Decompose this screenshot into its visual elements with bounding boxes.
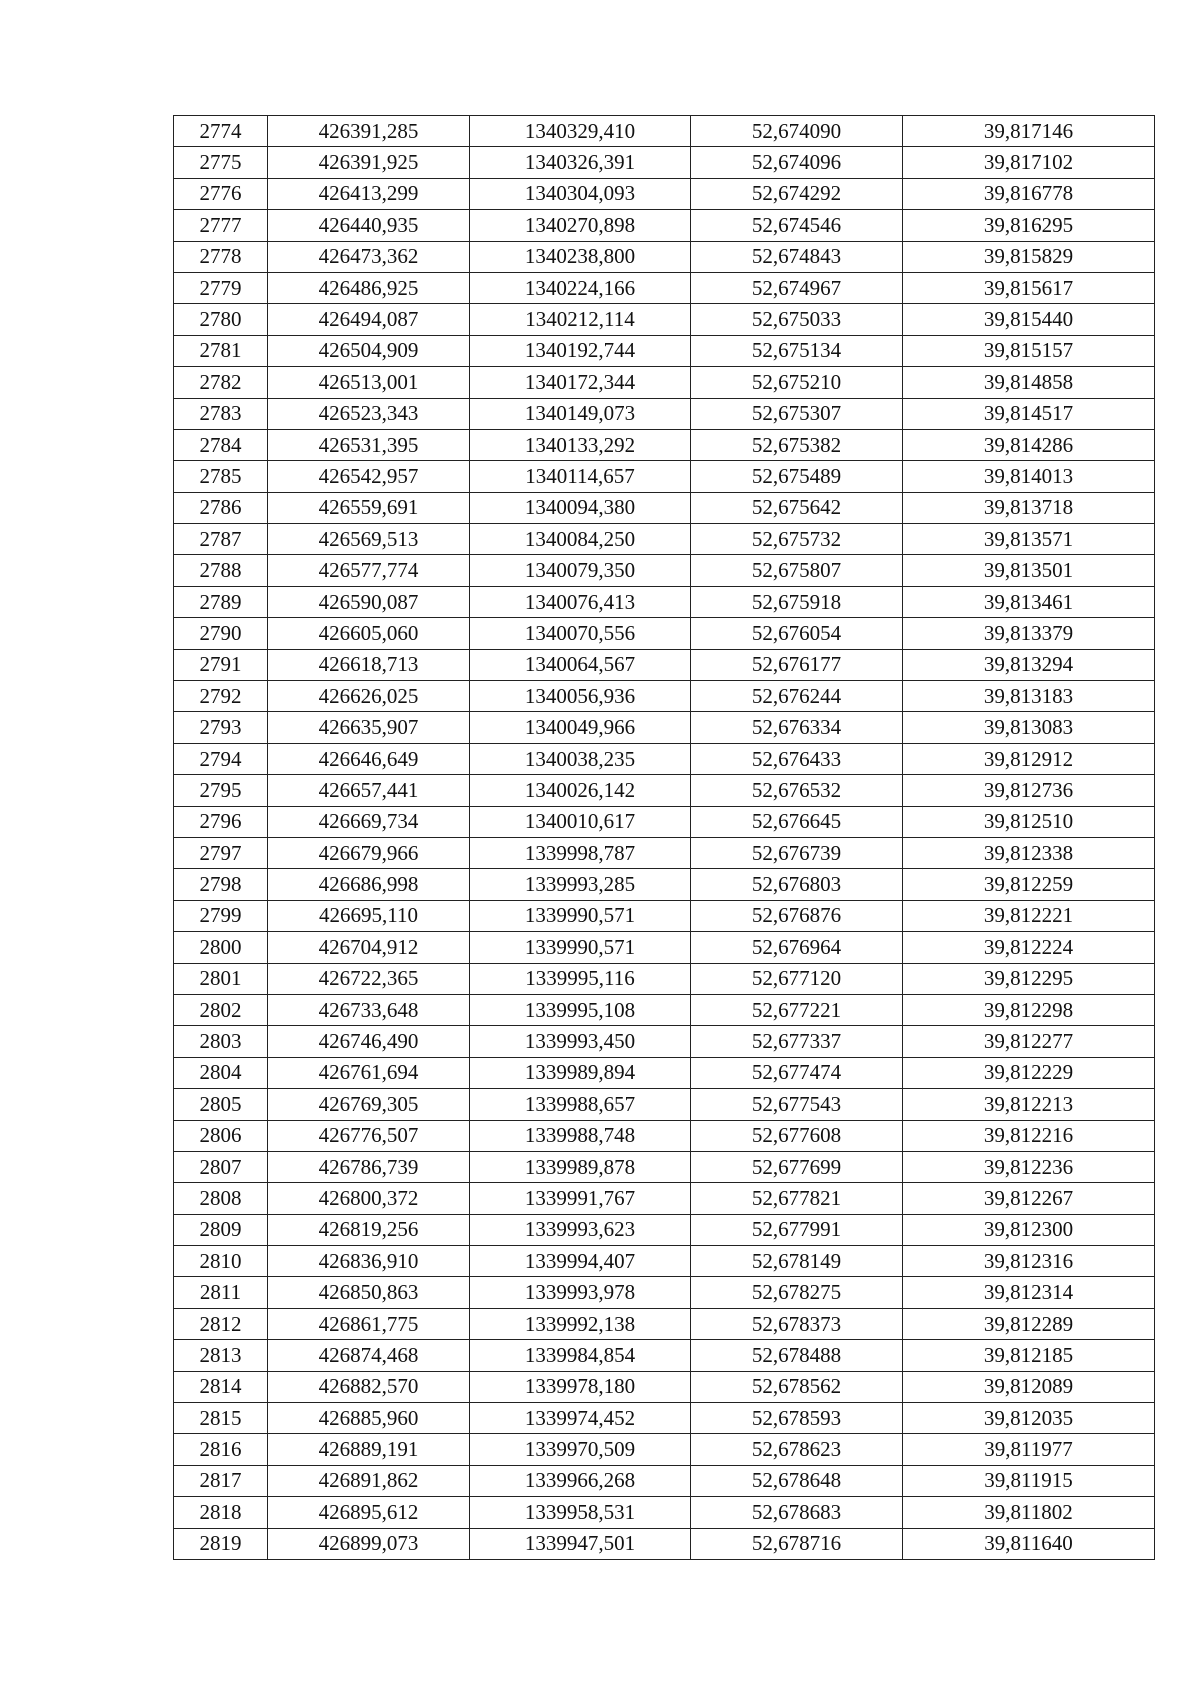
x-coordinate-cell: 426695,110 bbox=[268, 900, 470, 931]
longitude-cell: 39,812277 bbox=[903, 1026, 1155, 1057]
x-coordinate-cell: 426874,468 bbox=[268, 1340, 470, 1371]
point-number-cell: 2810 bbox=[174, 1246, 268, 1277]
y-coordinate-cell: 1340114,657 bbox=[470, 461, 691, 492]
point-number-cell: 2800 bbox=[174, 932, 268, 963]
x-coordinate-cell: 426413,299 bbox=[268, 178, 470, 209]
latitude-cell: 52,676177 bbox=[691, 649, 903, 680]
point-number-cell: 2774 bbox=[174, 116, 268, 147]
x-coordinate-cell: 426722,365 bbox=[268, 963, 470, 994]
x-coordinate-cell: 426679,966 bbox=[268, 837, 470, 868]
latitude-cell: 52,674967 bbox=[691, 272, 903, 303]
latitude-cell: 52,675918 bbox=[691, 586, 903, 617]
x-coordinate-cell: 426391,285 bbox=[268, 116, 470, 147]
y-coordinate-cell: 1339993,978 bbox=[470, 1277, 691, 1308]
latitude-cell: 52,676739 bbox=[691, 837, 903, 868]
point-number-cell: 2805 bbox=[174, 1089, 268, 1120]
x-coordinate-cell: 426531,395 bbox=[268, 429, 470, 460]
longitude-cell: 39,815440 bbox=[903, 304, 1155, 335]
point-number-cell: 2815 bbox=[174, 1403, 268, 1434]
x-coordinate-cell: 426895,612 bbox=[268, 1497, 470, 1528]
table-row bbox=[174, 116, 1155, 147]
longitude-cell: 39,817146 bbox=[903, 116, 1155, 147]
point-number-cell: 2789 bbox=[174, 586, 268, 617]
point-number-cell: 2817 bbox=[174, 1465, 268, 1496]
longitude-cell: 39,813571 bbox=[903, 524, 1155, 555]
table-row bbox=[174, 461, 1155, 492]
longitude-cell: 39,812912 bbox=[903, 743, 1155, 774]
longitude-cell: 39,815829 bbox=[903, 241, 1155, 272]
point-number-cell: 2785 bbox=[174, 461, 268, 492]
table-row bbox=[174, 837, 1155, 868]
y-coordinate-cell: 1340133,292 bbox=[470, 429, 691, 460]
latitude-cell: 52,675210 bbox=[691, 367, 903, 398]
y-coordinate-cell: 1339998,787 bbox=[470, 837, 691, 868]
point-number-cell: 2780 bbox=[174, 304, 268, 335]
y-coordinate-cell: 1339988,748 bbox=[470, 1120, 691, 1151]
y-coordinate-cell: 1340304,093 bbox=[470, 178, 691, 209]
y-coordinate-cell: 1339993,623 bbox=[470, 1214, 691, 1245]
latitude-cell: 52,676244 bbox=[691, 681, 903, 712]
table-row bbox=[174, 994, 1155, 1025]
x-coordinate-cell: 426800,372 bbox=[268, 1183, 470, 1214]
longitude-cell: 39,813718 bbox=[903, 492, 1155, 523]
longitude-cell: 39,812338 bbox=[903, 837, 1155, 868]
table-row bbox=[174, 398, 1155, 429]
y-coordinate-cell: 1339989,878 bbox=[470, 1151, 691, 1182]
latitude-cell: 52,678275 bbox=[691, 1277, 903, 1308]
y-coordinate-cell: 1340094,380 bbox=[470, 492, 691, 523]
y-coordinate-cell: 1339974,452 bbox=[470, 1403, 691, 1434]
longitude-cell: 39,812295 bbox=[903, 963, 1155, 994]
y-coordinate-cell: 1339989,894 bbox=[470, 1057, 691, 1088]
table-row bbox=[174, 1403, 1155, 1434]
table-row bbox=[174, 1528, 1155, 1559]
y-coordinate-cell: 1339995,108 bbox=[470, 994, 691, 1025]
longitude-cell: 39,812316 bbox=[903, 1246, 1155, 1277]
x-coordinate-cell: 426504,909 bbox=[268, 335, 470, 366]
x-coordinate-cell: 426776,507 bbox=[268, 1120, 470, 1151]
y-coordinate-cell: 1340326,391 bbox=[470, 147, 691, 178]
x-coordinate-cell: 426819,256 bbox=[268, 1214, 470, 1245]
y-coordinate-cell: 1339990,571 bbox=[470, 900, 691, 931]
table-row bbox=[174, 1308, 1155, 1339]
latitude-cell: 52,675489 bbox=[691, 461, 903, 492]
table-row bbox=[174, 1214, 1155, 1245]
longitude-cell: 39,815157 bbox=[903, 335, 1155, 366]
point-number-cell: 2777 bbox=[174, 210, 268, 241]
y-coordinate-cell: 1339947,501 bbox=[470, 1528, 691, 1559]
table-row bbox=[174, 1497, 1155, 1528]
longitude-cell: 39,812185 bbox=[903, 1340, 1155, 1371]
longitude-cell: 39,813461 bbox=[903, 586, 1155, 617]
point-number-cell: 2798 bbox=[174, 869, 268, 900]
y-coordinate-cell: 1340149,073 bbox=[470, 398, 691, 429]
x-coordinate-cell: 426513,001 bbox=[268, 367, 470, 398]
x-coordinate-cell: 426891,862 bbox=[268, 1465, 470, 1496]
y-coordinate-cell: 1340026,142 bbox=[470, 775, 691, 806]
latitude-cell: 52,674843 bbox=[691, 241, 903, 272]
y-coordinate-cell: 1339993,285 bbox=[470, 869, 691, 900]
table-row bbox=[174, 555, 1155, 586]
point-number-cell: 2782 bbox=[174, 367, 268, 398]
y-coordinate-cell: 1340010,617 bbox=[470, 806, 691, 837]
y-coordinate-cell: 1339966,268 bbox=[470, 1465, 691, 1496]
table-row bbox=[174, 932, 1155, 963]
longitude-cell: 39,812035 bbox=[903, 1403, 1155, 1434]
x-coordinate-cell: 426704,912 bbox=[268, 932, 470, 963]
table-row bbox=[174, 367, 1155, 398]
point-number-cell: 2799 bbox=[174, 900, 268, 931]
x-coordinate-cell: 426657,441 bbox=[268, 775, 470, 806]
longitude-cell: 39,812221 bbox=[903, 900, 1155, 931]
longitude-cell: 39,812267 bbox=[903, 1183, 1155, 1214]
latitude-cell: 52,677221 bbox=[691, 994, 903, 1025]
y-coordinate-cell: 1340212,114 bbox=[470, 304, 691, 335]
longitude-cell: 39,812736 bbox=[903, 775, 1155, 806]
longitude-cell: 39,814858 bbox=[903, 367, 1155, 398]
point-number-cell: 2802 bbox=[174, 994, 268, 1025]
longitude-cell: 39,812229 bbox=[903, 1057, 1155, 1088]
x-coordinate-cell: 426590,087 bbox=[268, 586, 470, 617]
table-row bbox=[174, 681, 1155, 712]
latitude-cell: 52,676054 bbox=[691, 618, 903, 649]
point-number-cell: 2778 bbox=[174, 241, 268, 272]
x-coordinate-cell: 426882,570 bbox=[268, 1371, 470, 1402]
latitude-cell: 52,675642 bbox=[691, 492, 903, 523]
table-row bbox=[174, 900, 1155, 931]
y-coordinate-cell: 1339970,509 bbox=[470, 1434, 691, 1465]
longitude-cell: 39,812213 bbox=[903, 1089, 1155, 1120]
x-coordinate-cell: 426761,694 bbox=[268, 1057, 470, 1088]
latitude-cell: 52,678593 bbox=[691, 1403, 903, 1434]
longitude-cell: 39,814013 bbox=[903, 461, 1155, 492]
table-row bbox=[174, 963, 1155, 994]
longitude-cell: 39,812236 bbox=[903, 1151, 1155, 1182]
latitude-cell: 52,676433 bbox=[691, 743, 903, 774]
x-coordinate-cell: 426769,305 bbox=[268, 1089, 470, 1120]
x-coordinate-cell: 426618,713 bbox=[268, 649, 470, 680]
point-number-cell: 2781 bbox=[174, 335, 268, 366]
latitude-cell: 52,677474 bbox=[691, 1057, 903, 1088]
x-coordinate-cell: 426626,025 bbox=[268, 681, 470, 712]
coordinates-table-body bbox=[174, 116, 1155, 1560]
table-row bbox=[174, 429, 1155, 460]
point-number-cell: 2819 bbox=[174, 1528, 268, 1559]
longitude-cell: 39,811802 bbox=[903, 1497, 1155, 1528]
coordinates-table bbox=[173, 115, 1155, 1560]
x-coordinate-cell: 426885,960 bbox=[268, 1403, 470, 1434]
latitude-cell: 52,677120 bbox=[691, 963, 903, 994]
table-row bbox=[174, 524, 1155, 555]
y-coordinate-cell: 1339988,657 bbox=[470, 1089, 691, 1120]
longitude-cell: 39,817102 bbox=[903, 147, 1155, 178]
table-row bbox=[174, 210, 1155, 241]
y-coordinate-cell: 1340192,744 bbox=[470, 335, 691, 366]
point-number-cell: 2808 bbox=[174, 1183, 268, 1214]
longitude-cell: 39,811915 bbox=[903, 1465, 1155, 1496]
y-coordinate-cell: 1339992,138 bbox=[470, 1308, 691, 1339]
x-coordinate-cell: 426486,925 bbox=[268, 272, 470, 303]
point-number-cell: 2776 bbox=[174, 178, 268, 209]
latitude-cell: 52,674096 bbox=[691, 147, 903, 178]
longitude-cell: 39,815617 bbox=[903, 272, 1155, 303]
y-coordinate-cell: 1340329,410 bbox=[470, 116, 691, 147]
point-number-cell: 2784 bbox=[174, 429, 268, 460]
y-coordinate-cell: 1340084,250 bbox=[470, 524, 691, 555]
longitude-cell: 39,812510 bbox=[903, 806, 1155, 837]
x-coordinate-cell: 426542,957 bbox=[268, 461, 470, 492]
longitude-cell: 39,812300 bbox=[903, 1214, 1155, 1245]
latitude-cell: 52,677699 bbox=[691, 1151, 903, 1182]
y-coordinate-cell: 1340238,800 bbox=[470, 241, 691, 272]
point-number-cell: 2816 bbox=[174, 1434, 268, 1465]
y-coordinate-cell: 1340224,166 bbox=[470, 272, 691, 303]
y-coordinate-cell: 1339958,531 bbox=[470, 1497, 691, 1528]
latitude-cell: 52,678373 bbox=[691, 1308, 903, 1339]
latitude-cell: 52,675134 bbox=[691, 335, 903, 366]
latitude-cell: 52,676645 bbox=[691, 806, 903, 837]
latitude-cell: 52,677991 bbox=[691, 1214, 903, 1245]
table-row bbox=[174, 492, 1155, 523]
y-coordinate-cell: 1340049,966 bbox=[470, 712, 691, 743]
x-coordinate-cell: 426861,775 bbox=[268, 1308, 470, 1339]
latitude-cell: 52,677543 bbox=[691, 1089, 903, 1120]
x-coordinate-cell: 426569,513 bbox=[268, 524, 470, 555]
table-row bbox=[174, 1371, 1155, 1402]
y-coordinate-cell: 1339984,854 bbox=[470, 1340, 691, 1371]
longitude-cell: 39,812224 bbox=[903, 932, 1155, 963]
table-row bbox=[174, 1120, 1155, 1151]
x-coordinate-cell: 426559,691 bbox=[268, 492, 470, 523]
point-number-cell: 2788 bbox=[174, 555, 268, 586]
table-row bbox=[174, 712, 1155, 743]
longitude-cell: 39,813183 bbox=[903, 681, 1155, 712]
point-number-cell: 2790 bbox=[174, 618, 268, 649]
point-number-cell: 2812 bbox=[174, 1308, 268, 1339]
point-number-cell: 2797 bbox=[174, 837, 268, 868]
point-number-cell: 2795 bbox=[174, 775, 268, 806]
table-row bbox=[174, 1340, 1155, 1371]
latitude-cell: 52,676803 bbox=[691, 869, 903, 900]
longitude-cell: 39,812298 bbox=[903, 994, 1155, 1025]
x-coordinate-cell: 426494,087 bbox=[268, 304, 470, 335]
table-row bbox=[174, 806, 1155, 837]
x-coordinate-cell: 426850,863 bbox=[268, 1277, 470, 1308]
table-row bbox=[174, 1465, 1155, 1496]
point-number-cell: 2794 bbox=[174, 743, 268, 774]
x-coordinate-cell: 426577,774 bbox=[268, 555, 470, 586]
longitude-cell: 39,811977 bbox=[903, 1434, 1155, 1465]
longitude-cell: 39,812289 bbox=[903, 1308, 1155, 1339]
point-number-cell: 2803 bbox=[174, 1026, 268, 1057]
table-row bbox=[174, 869, 1155, 900]
point-number-cell: 2775 bbox=[174, 147, 268, 178]
longitude-cell: 39,816778 bbox=[903, 178, 1155, 209]
y-coordinate-cell: 1339995,116 bbox=[470, 963, 691, 994]
latitude-cell: 52,675807 bbox=[691, 555, 903, 586]
y-coordinate-cell: 1340270,898 bbox=[470, 210, 691, 241]
latitude-cell: 52,678149 bbox=[691, 1246, 903, 1277]
table-row bbox=[174, 1057, 1155, 1088]
latitude-cell: 52,678562 bbox=[691, 1371, 903, 1402]
latitude-cell: 52,674292 bbox=[691, 178, 903, 209]
longitude-cell: 39,812216 bbox=[903, 1120, 1155, 1151]
table-row bbox=[174, 241, 1155, 272]
longitude-cell: 39,813083 bbox=[903, 712, 1155, 743]
latitude-cell: 52,675307 bbox=[691, 398, 903, 429]
y-coordinate-cell: 1340076,413 bbox=[470, 586, 691, 617]
longitude-cell: 39,814286 bbox=[903, 429, 1155, 460]
point-number-cell: 2804 bbox=[174, 1057, 268, 1088]
table-row bbox=[174, 1246, 1155, 1277]
table-row bbox=[174, 1089, 1155, 1120]
y-coordinate-cell: 1340172,344 bbox=[470, 367, 691, 398]
point-number-cell: 2796 bbox=[174, 806, 268, 837]
table-row bbox=[174, 649, 1155, 680]
point-number-cell: 2783 bbox=[174, 398, 268, 429]
point-number-cell: 2793 bbox=[174, 712, 268, 743]
y-coordinate-cell: 1340064,567 bbox=[470, 649, 691, 680]
y-coordinate-cell: 1339993,450 bbox=[470, 1026, 691, 1057]
longitude-cell: 39,812314 bbox=[903, 1277, 1155, 1308]
y-coordinate-cell: 1340038,235 bbox=[470, 743, 691, 774]
point-number-cell: 2787 bbox=[174, 524, 268, 555]
point-number-cell: 2814 bbox=[174, 1371, 268, 1402]
table-row bbox=[174, 272, 1155, 303]
latitude-cell: 52,678623 bbox=[691, 1434, 903, 1465]
x-coordinate-cell: 426391,925 bbox=[268, 147, 470, 178]
x-coordinate-cell: 426523,343 bbox=[268, 398, 470, 429]
x-coordinate-cell: 426733,648 bbox=[268, 994, 470, 1025]
longitude-cell: 39,813379 bbox=[903, 618, 1155, 649]
y-coordinate-cell: 1339994,407 bbox=[470, 1246, 691, 1277]
point-number-cell: 2813 bbox=[174, 1340, 268, 1371]
x-coordinate-cell: 426899,073 bbox=[268, 1528, 470, 1559]
latitude-cell: 52,676334 bbox=[691, 712, 903, 743]
y-coordinate-cell: 1339990,571 bbox=[470, 932, 691, 963]
latitude-cell: 52,675382 bbox=[691, 429, 903, 460]
longitude-cell: 39,813294 bbox=[903, 649, 1155, 680]
point-number-cell: 2801 bbox=[174, 963, 268, 994]
point-number-cell: 2792 bbox=[174, 681, 268, 712]
longitude-cell: 39,813501 bbox=[903, 555, 1155, 586]
y-coordinate-cell: 1340056,936 bbox=[470, 681, 691, 712]
x-coordinate-cell: 426889,191 bbox=[268, 1434, 470, 1465]
table-row bbox=[174, 586, 1155, 617]
x-coordinate-cell: 426473,362 bbox=[268, 241, 470, 272]
table-row bbox=[174, 178, 1155, 209]
table-row bbox=[174, 743, 1155, 774]
point-number-cell: 2786 bbox=[174, 492, 268, 523]
x-coordinate-cell: 426746,490 bbox=[268, 1026, 470, 1057]
x-coordinate-cell: 426836,910 bbox=[268, 1246, 470, 1277]
x-coordinate-cell: 426786,739 bbox=[268, 1151, 470, 1182]
latitude-cell: 52,674090 bbox=[691, 116, 903, 147]
table-row bbox=[174, 1434, 1155, 1465]
x-coordinate-cell: 426440,935 bbox=[268, 210, 470, 241]
table-row bbox=[174, 775, 1155, 806]
y-coordinate-cell: 1340070,556 bbox=[470, 618, 691, 649]
y-coordinate-cell: 1339991,767 bbox=[470, 1183, 691, 1214]
point-number-cell: 2791 bbox=[174, 649, 268, 680]
x-coordinate-cell: 426635,907 bbox=[268, 712, 470, 743]
latitude-cell: 52,676532 bbox=[691, 775, 903, 806]
longitude-cell: 39,812259 bbox=[903, 869, 1155, 900]
point-number-cell: 2806 bbox=[174, 1120, 268, 1151]
latitude-cell: 52,676876 bbox=[691, 900, 903, 931]
x-coordinate-cell: 426686,998 bbox=[268, 869, 470, 900]
latitude-cell: 52,677821 bbox=[691, 1183, 903, 1214]
point-number-cell: 2811 bbox=[174, 1277, 268, 1308]
latitude-cell: 52,676964 bbox=[691, 932, 903, 963]
longitude-cell: 39,816295 bbox=[903, 210, 1155, 241]
latitude-cell: 52,675732 bbox=[691, 524, 903, 555]
point-number-cell: 2779 bbox=[174, 272, 268, 303]
y-coordinate-cell: 1340079,350 bbox=[470, 555, 691, 586]
table-row bbox=[174, 618, 1155, 649]
x-coordinate-cell: 426646,649 bbox=[268, 743, 470, 774]
longitude-cell: 39,814517 bbox=[903, 398, 1155, 429]
table-row bbox=[174, 1026, 1155, 1057]
table-row bbox=[174, 147, 1155, 178]
latitude-cell: 52,677337 bbox=[691, 1026, 903, 1057]
latitude-cell: 52,674546 bbox=[691, 210, 903, 241]
x-coordinate-cell: 426605,060 bbox=[268, 618, 470, 649]
latitude-cell: 52,678716 bbox=[691, 1528, 903, 1559]
longitude-cell: 39,812089 bbox=[903, 1371, 1155, 1402]
latitude-cell: 52,678648 bbox=[691, 1465, 903, 1496]
point-number-cell: 2809 bbox=[174, 1214, 268, 1245]
latitude-cell: 52,678683 bbox=[691, 1497, 903, 1528]
table-row bbox=[174, 1277, 1155, 1308]
y-coordinate-cell: 1339978,180 bbox=[470, 1371, 691, 1402]
x-coordinate-cell: 426669,734 bbox=[268, 806, 470, 837]
table-row bbox=[174, 304, 1155, 335]
table-row bbox=[174, 335, 1155, 366]
table-row bbox=[174, 1151, 1155, 1182]
latitude-cell: 52,675033 bbox=[691, 304, 903, 335]
point-number-cell: 2807 bbox=[174, 1151, 268, 1182]
latitude-cell: 52,677608 bbox=[691, 1120, 903, 1151]
latitude-cell: 52,678488 bbox=[691, 1340, 903, 1371]
longitude-cell: 39,811640 bbox=[903, 1528, 1155, 1559]
table-row bbox=[174, 1183, 1155, 1214]
point-number-cell: 2818 bbox=[174, 1497, 268, 1528]
